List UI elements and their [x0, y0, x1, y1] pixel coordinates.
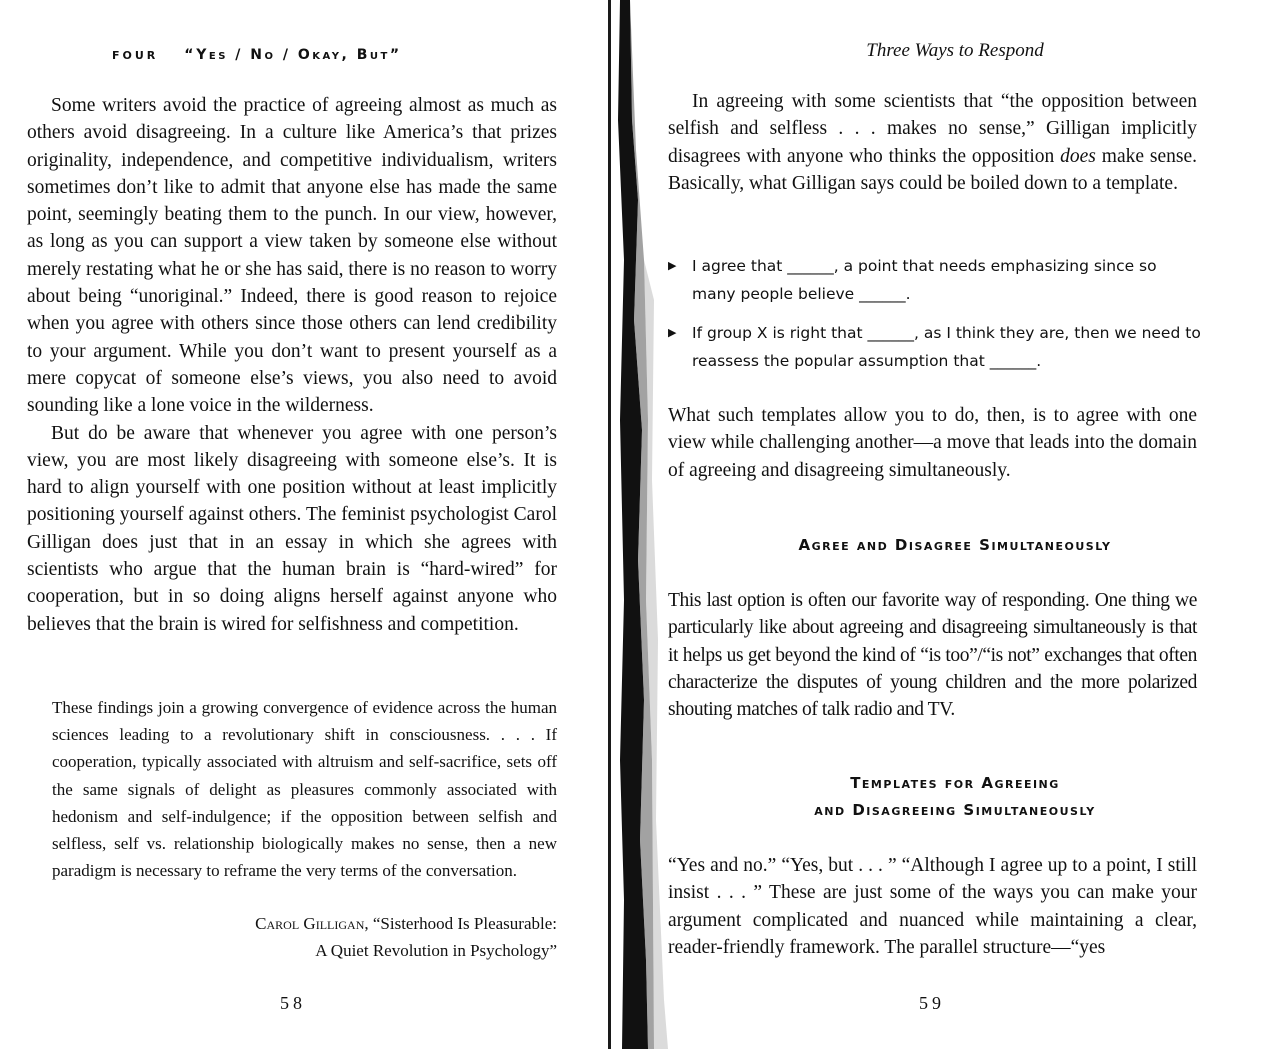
triangle-bullet-icon: ▶	[668, 259, 677, 272]
block-quote	[52, 694, 557, 884]
right-page	[612, 0, 1273, 1049]
paragraph: This last option is often our favorite way of responding. One thing we particularly like about agreeing and disagreeing simultaneously is that it helps us get beyond the kind of “is too”/“is not” exchanges that often characterize the disputes of young children and the more polarized shouting matches of talk radio and TV.	[668, 590, 1197, 721]
paragraph: “Yes and no.” “Yes, but . . . ” “Although I agree up to a point, I still insist . . . ” These are just some of the ways you can make your argument complicated and nuanced while maintaining a clear, reader-friendly framework. The parallel structure—“yes	[668, 855, 1197, 958]
right-body-text-2	[668, 402, 1197, 484]
right-body-text-3	[668, 587, 1197, 723]
section-heading-templates	[637, 770, 1273, 824]
template-item	[662, 319, 1202, 375]
template-item	[662, 252, 1202, 308]
citation-author: Carol Gilligan	[255, 914, 365, 933]
citation-title-line-2: A Quiet Revolution in Psychology”	[315, 941, 557, 961]
block-quote-text: These findings join a growing convergence of evidence across the human sciences leading to a revolutionary shift in consciousness. . . . If cooperation, typically associated with altruism and self-sacrifice, sets off the same signals of delight as pleasures commonly associated with hedonism and self-indulgence; if the opposition between selfish and selfless, self vs. relationship biologically makes no sense, then a new paradigm is necessary to reframe the very terms of the conversation.	[52, 698, 557, 881]
template-text: I agree that ______, a point that needs emphasizing since so many people believe ______.	[692, 257, 1157, 303]
right-body-text-4	[668, 852, 1197, 961]
page-number-left: 58	[280, 993, 306, 1013]
citation-title-line-1: , “Sisterhood Is Pleasurable:	[364, 914, 557, 933]
chapter-number: FOUR	[112, 49, 159, 62]
paragraph: What such templates allow you to do, then, is to agree with one view while challenging another—a move that leads into the domain of agreeing and disagreeing simultaneously.	[668, 405, 1197, 481]
right-body-text-1	[668, 88, 1197, 197]
running-head-right: Three Ways to Respond	[866, 40, 1044, 61]
section-heading: Agree and Disagree Simultaneously	[798, 536, 1112, 554]
section-heading-line-1: Templates for Agreeing	[850, 774, 1060, 792]
section-heading-line-2: and Disagreeing Simultaneously	[814, 801, 1096, 819]
quote-citation	[255, 910, 557, 964]
triangle-bullet-icon: ▶	[668, 326, 677, 339]
emphasis: does	[1060, 145, 1096, 167]
paragraph: Some writers avoid the practice of agreeing almost as much as others avoid disagreeing. In a culture like America’s that prizes originality, independence, and competitive individualism, writers sometimes don’t like to admit that anyone else has made the same point, seemingly beating them to the punch. In our view, however, as long as you can support a view taken by someone else without merely restating what he or she has said, there is no reason to worry about being “unoriginal.” Indeed, there is good reason to rejoice when you agree with others since those others can lend credibility to your argument. While you don’t want to present yourself as a mere copycat of someone else’s views, you also need to avoid sounding like a lone voice in the wilderness.	[27, 95, 557, 417]
paragraph: In agreeing with some scientists that “the opposition between selfish and selfless . . . makes no sense,” Gilligan implicitly disagrees with anyone who thinks the opposition does make sense. Basically, what Gilligan says could be boiled down to a template.	[668, 91, 1197, 194]
page-number-right: 59	[919, 993, 945, 1013]
chapter-title: “Yes / No / Okay, But”	[184, 47, 402, 63]
template-text: If group X is right that ______, as I think they are, then we need to reassess the popular assumption that ______.	[692, 324, 1201, 370]
paragraph: But do be aware that whenever you agree with one person’s view, you are most likely disagreeing with someone else’s. It is hard to align yourself with one position without at least implicitly positioning yourself against others. The feminist psychologist Carol Gilligan does just that in an essay in which she agrees with scientists who argue that the human brain is “hard-wired” for cooperation, but in so doing aligns herself against anyone who believes that the brain is wired for selfishness and competition.	[27, 422, 557, 635]
template-list	[662, 252, 1202, 386]
running-head-left	[112, 47, 402, 63]
left-body-text	[27, 92, 557, 638]
left-page	[0, 0, 612, 1049]
